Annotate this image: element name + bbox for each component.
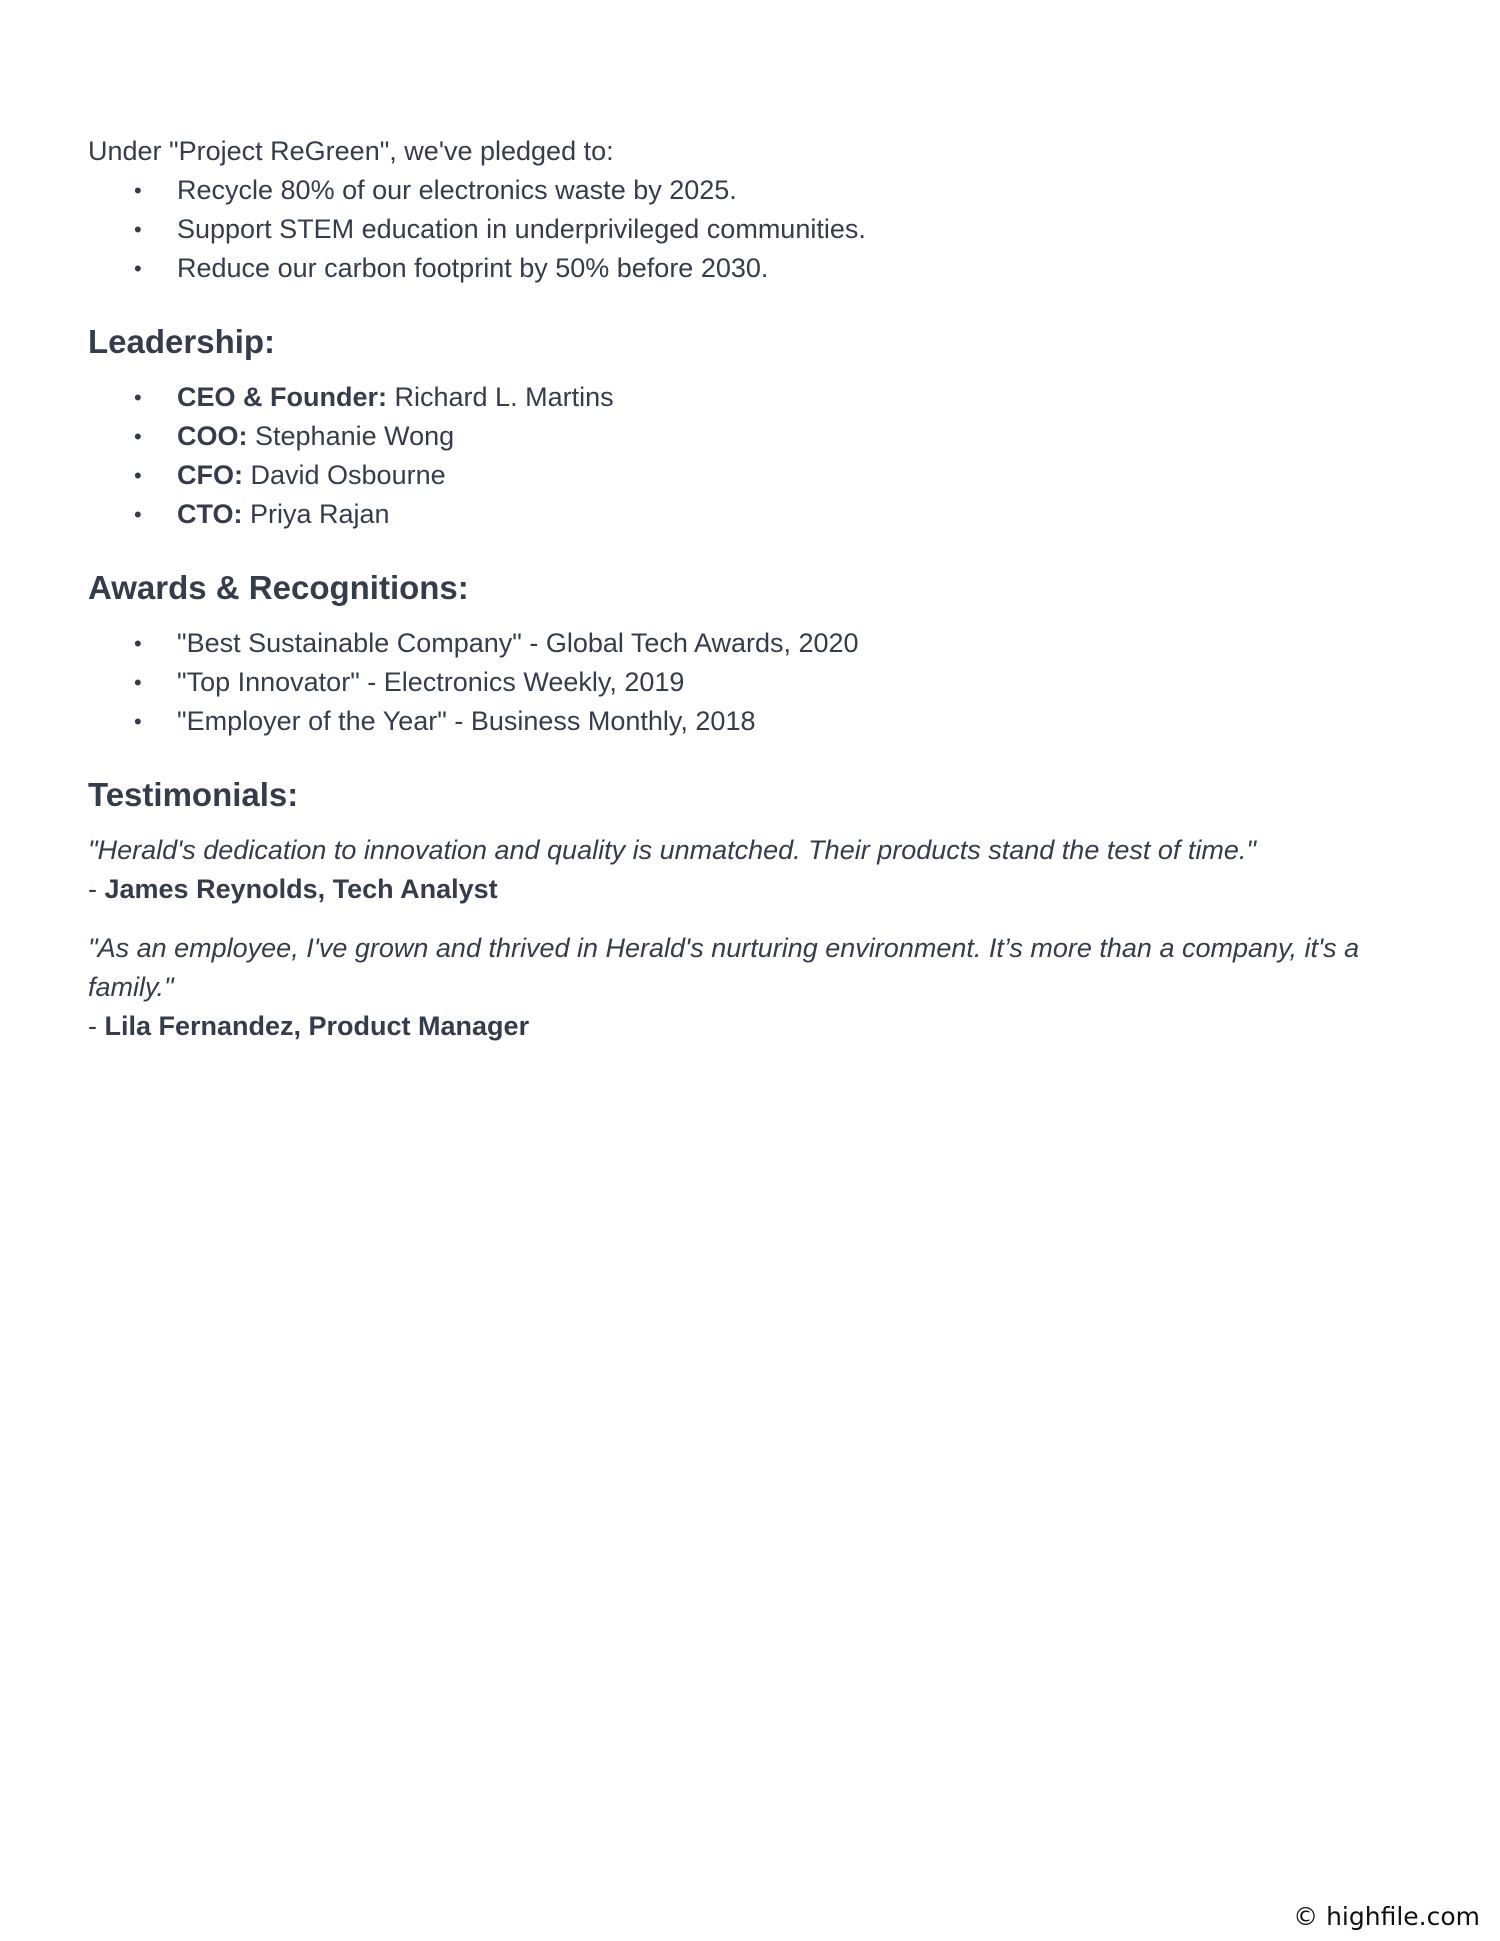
testimonial: [88, 929, 1428, 1046]
testimonials-heading: Testimonials:: [88, 776, 299, 813]
list-item: • Recycle 80% of our electronics waste by 2025.: [88, 171, 1428, 210]
leadership-list: [88, 378, 1428, 534]
document-page: [88, 132, 1428, 1046]
role-label: CTO:: [177, 499, 243, 529]
testimonial-attribution: - James Reynolds, Tech Analyst: [88, 874, 498, 904]
testimonial-author: Lila Fernandez, Product Manager: [104, 1011, 530, 1041]
testimonial: [88, 831, 1428, 909]
bullet-icon: •: [134, 502, 142, 527]
awards-list: [88, 624, 1428, 741]
person-name: Richard L. Martins: [394, 382, 614, 412]
testimonial-attribution: - Lila Fernandez, Product Manager: [88, 1011, 530, 1041]
person-name: Priya Rajan: [250, 499, 390, 529]
bullet-icon: •: [134, 385, 142, 410]
list-item: • "Employer of the Year" - Business Monthly, 2018: [88, 702, 1428, 741]
role-label: CEO & Founder:: [177, 382, 387, 412]
list-item: • "Top Innovator" - Electronics Weekly, 2019: [88, 663, 1428, 702]
copyright-footer: © highfile.com: [1293, 1902, 1480, 1931]
list-item: • Reduce our carbon footprint by 50% before 2030.: [88, 249, 1428, 288]
bullet-icon: •: [134, 463, 142, 488]
list-item: • Support STEM education in underprivileged communities.: [88, 210, 1428, 249]
intro-text: Under "Project ReGreen", we've pledged to:: [88, 136, 614, 166]
bullet-icon: •: [134, 178, 142, 203]
leadership-heading: Leadership:: [88, 323, 276, 360]
person-name: Stephanie Wong: [255, 421, 455, 451]
list-item: [88, 456, 1428, 495]
list-item: [88, 495, 1428, 534]
testimonial-author: James Reynolds, Tech Analyst: [104, 874, 498, 904]
bullet-icon: •: [134, 631, 142, 656]
bullet-icon: •: [134, 256, 142, 281]
testimonial-quote: "As an employee, I've grown and thrived in Herald's nurturing environment. It’s more than a company, it's a family.": [88, 933, 1360, 1002]
list-item: [88, 417, 1428, 456]
role-label: CFO:: [177, 460, 243, 490]
role-label: COO:: [177, 421, 248, 451]
bullet-icon: •: [134, 709, 142, 734]
list-item: • "Best Sustainable Company" - Global Tech Awards, 2020: [88, 624, 1428, 663]
list-item: [88, 378, 1428, 417]
bullet-icon: •: [134, 217, 142, 242]
bullet-icon: •: [134, 424, 142, 449]
awards-heading: Awards & Recognitions:: [88, 569, 469, 606]
pledge-list: [88, 171, 1428, 288]
testimonial-quote: "Herald's dedication to innovation and quality is unmatched. Their products stand the test of time.": [88, 835, 1256, 865]
bullet-icon: •: [134, 670, 142, 695]
person-name: David Osbourne: [250, 460, 446, 490]
